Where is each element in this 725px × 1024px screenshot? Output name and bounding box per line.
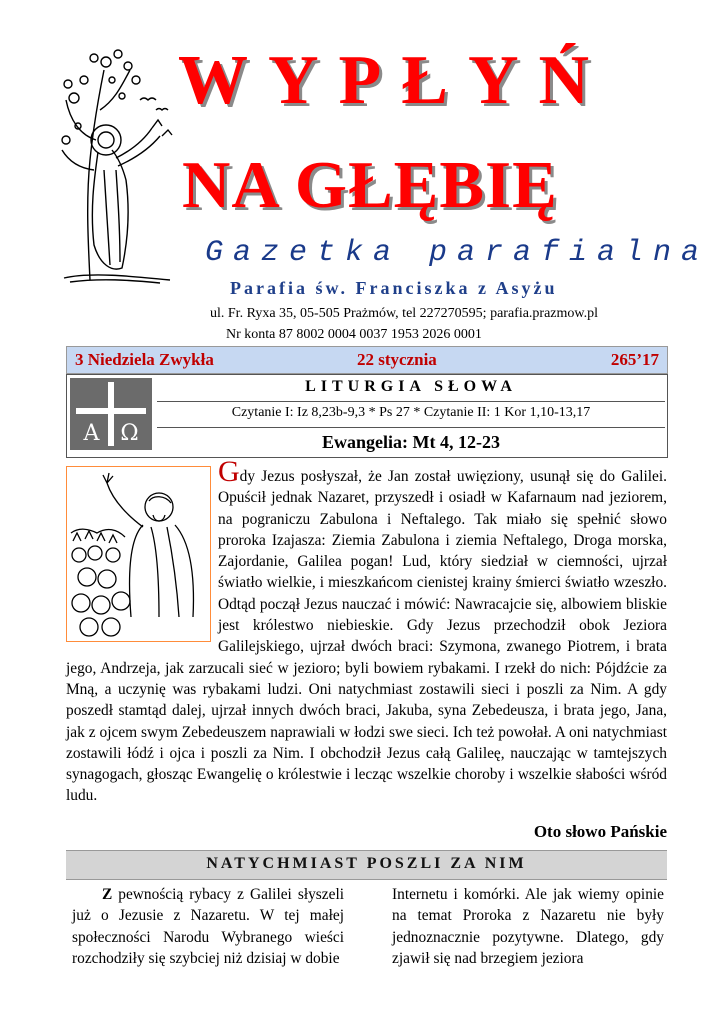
- liturgy-heading: LITURGIA SŁOWA: [305, 378, 517, 395]
- gospel-body: dy Jezus posłyszał, że Jan został uwięziony, usunął się do Galilei. Opuścił jednak Nazaret, przyszedł i osiadł w Kafarnaum nad jeziorem, na pograniczu Zabulona i Neftalego. Tak miało się spełnić słowo proroka Izajasza: Ziemia Zabulona i ziemia Neftalego, Droga morska, Zajordanie, Galilea pogan! Lud, który siedział w ciemności, ujrzał światło wielkie, i mieszkańcom cienistej krainy śmierci światło wzeszło. Odtąd począł Jezus nauczać i mówić: Nawracajcie się, albowiem bliskie jest królestwo niebieskie. Gdy Jezus przechodził obok Jeziora Galilejskiego, ujrzał dwóch braci: Szymona, zwanego Piotrem, i brata jego, Andrzeja, jak zarzucali sieć w jezioro; byli bowiem rybakami. I rzekł do nich: Pójdźcie za Mną, a uczynię was rybakami ludzi. Oni natychmiast zostawili sieci i poszli za Nim. A gdy poszedł stamtąd dalej, ujrzał innych dwóch braci, Jakuba, syna Zebedeusza, i brata jego, Jana, jak z ojcem swym Zebedeuszem naprawiali w łodzi swe sieci. Ich też powołał. A oni natychmiast zostawili łódź i ojca i poszli za Nim. I obchodził Jezus całą Galileę, nauczając w tamtejszych synagogach, głosząc Ewangelię o królestwie i lecząc wszelkie choroby i wszelkie słabości wśród ludu.: [66, 468, 667, 805]
- divider: [157, 401, 665, 402]
- title-line-1: WYPŁYŃ: [178, 42, 610, 119]
- subtitle: Gazetka parafialna: [205, 236, 710, 270]
- article-column-1: [72, 884, 344, 969]
- article-initial: Z: [102, 886, 113, 903]
- drop-cap: G: [218, 455, 240, 488]
- sunday-name: 3 Niedziela Zwykła: [75, 350, 214, 369]
- issue-number: 265’17: [610, 350, 659, 369]
- article-text-2: Internetu i komórki. Ale jak wiemy opinie na temat Proroka z Nazaretu nie były jednoznacznie pozytywne. Dlatego, gdy zjawił się nad brzegiem jeziora: [392, 886, 664, 967]
- gospel-text: [66, 455, 667, 807]
- alpha-omega-cross-icon: [70, 378, 152, 450]
- alpha-omega-symbol: [70, 378, 152, 450]
- gospel-closing: Oto słowo Pańskie: [533, 822, 667, 841]
- bank-account: Nr konta 87 8002 0004 0037 1953 2026 0001: [226, 327, 482, 342]
- alpha-omega-letters: A Ω: [83, 421, 139, 446]
- saint-francis-illustration: [60, 40, 180, 285]
- parish-name: Parafia św. Franciszka z Asyżu: [230, 278, 558, 298]
- date-bar: [66, 346, 668, 374]
- saint-francis-icon: [60, 40, 180, 285]
- gospel-reference: Ewangelia: Mt 4, 12-23: [322, 432, 500, 452]
- illustration-spacer: [66, 462, 218, 638]
- divider: [157, 427, 665, 428]
- readings-list: Czytanie I: Iz 8,23b-9,3 * Ps 27 * Czytanie II: 1 Kor 1,10-13,17: [231, 405, 591, 420]
- section-heading: NATYCHMIAST POSZLI ZA NIM: [206, 855, 527, 872]
- title-line-2: NA GŁĘBIĘ: [182, 148, 558, 222]
- issue-date: 22 stycznia: [357, 350, 437, 369]
- parish-address: ul. Fr. Ryxa 35, 05-505 Prażmów, tel 227270595; parafia.prazmow.pl: [210, 306, 598, 321]
- article-column-2: [392, 884, 664, 969]
- article-text-1: pewnością rybacy z Galilei słyszeli już o Jezusie z Nazaretu. W tej małej społeczności Narodu Wybranego wieści rozchodziły się szybciej niż dzisiaj w dobie: [72, 886, 344, 967]
